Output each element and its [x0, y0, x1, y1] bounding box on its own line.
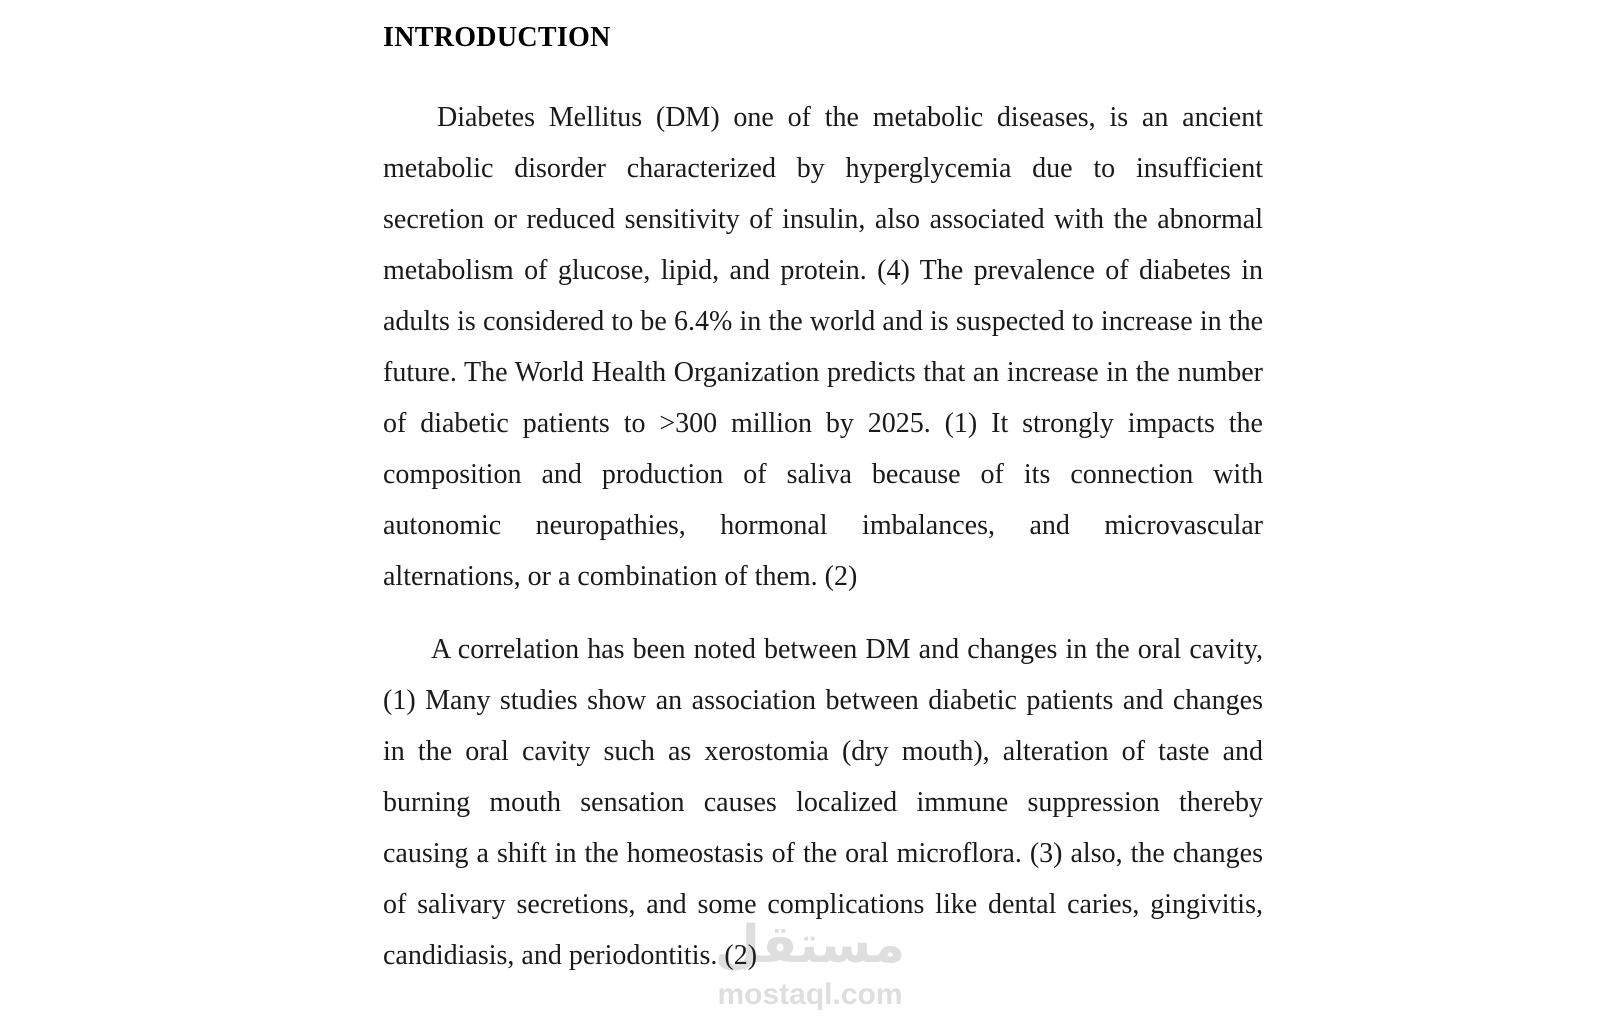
- document-page: [383, 18, 1263, 1003]
- paragraph-2: A correlation has been noted between DM and changes in the oral cavity, (1) Many studies show an association between diabetic patients and changes in the oral cavity such as xerostomia (dry mouth), alteration of taste and burning mouth sensation causes localized immune suppression thereby causing a shift in the homeostasis of the oral microflora. (3) also, the changes of salivary secretions, and some complications like dental caries, gingivitis, candidiasis, and periodontitis. (2): [383, 634, 1263, 971]
- section-heading: INTRODUCTION: [383, 22, 611, 53]
- paragraph-1: Diabetes Mellitus (DM) one of the metabolic diseases, is an ancient metabolic disorder characterized by hyperglycemia due to insufficient secretion or reduced sensitivity of insulin, also associated with the abnormal metabolism of glucose, lipid, and protein. (4) The prevalence of diabetes in adults is considered to be 6.4% in the world and is suspected to increase in the future. The World Health Organization predicts that an increase in the number of diabetic patients to >300 million by 2025. (1) It strongly impacts the composition and production of saliva because of its connection with autonomic neuropathies, hormonal imbalances, and microvascular alternations, or a combination of them. (2): [383, 102, 1263, 592]
- watermark-latin-text: mostaql.com: [717, 978, 903, 1011]
- watermark-arabic-text: مستقل: [714, 915, 906, 975]
